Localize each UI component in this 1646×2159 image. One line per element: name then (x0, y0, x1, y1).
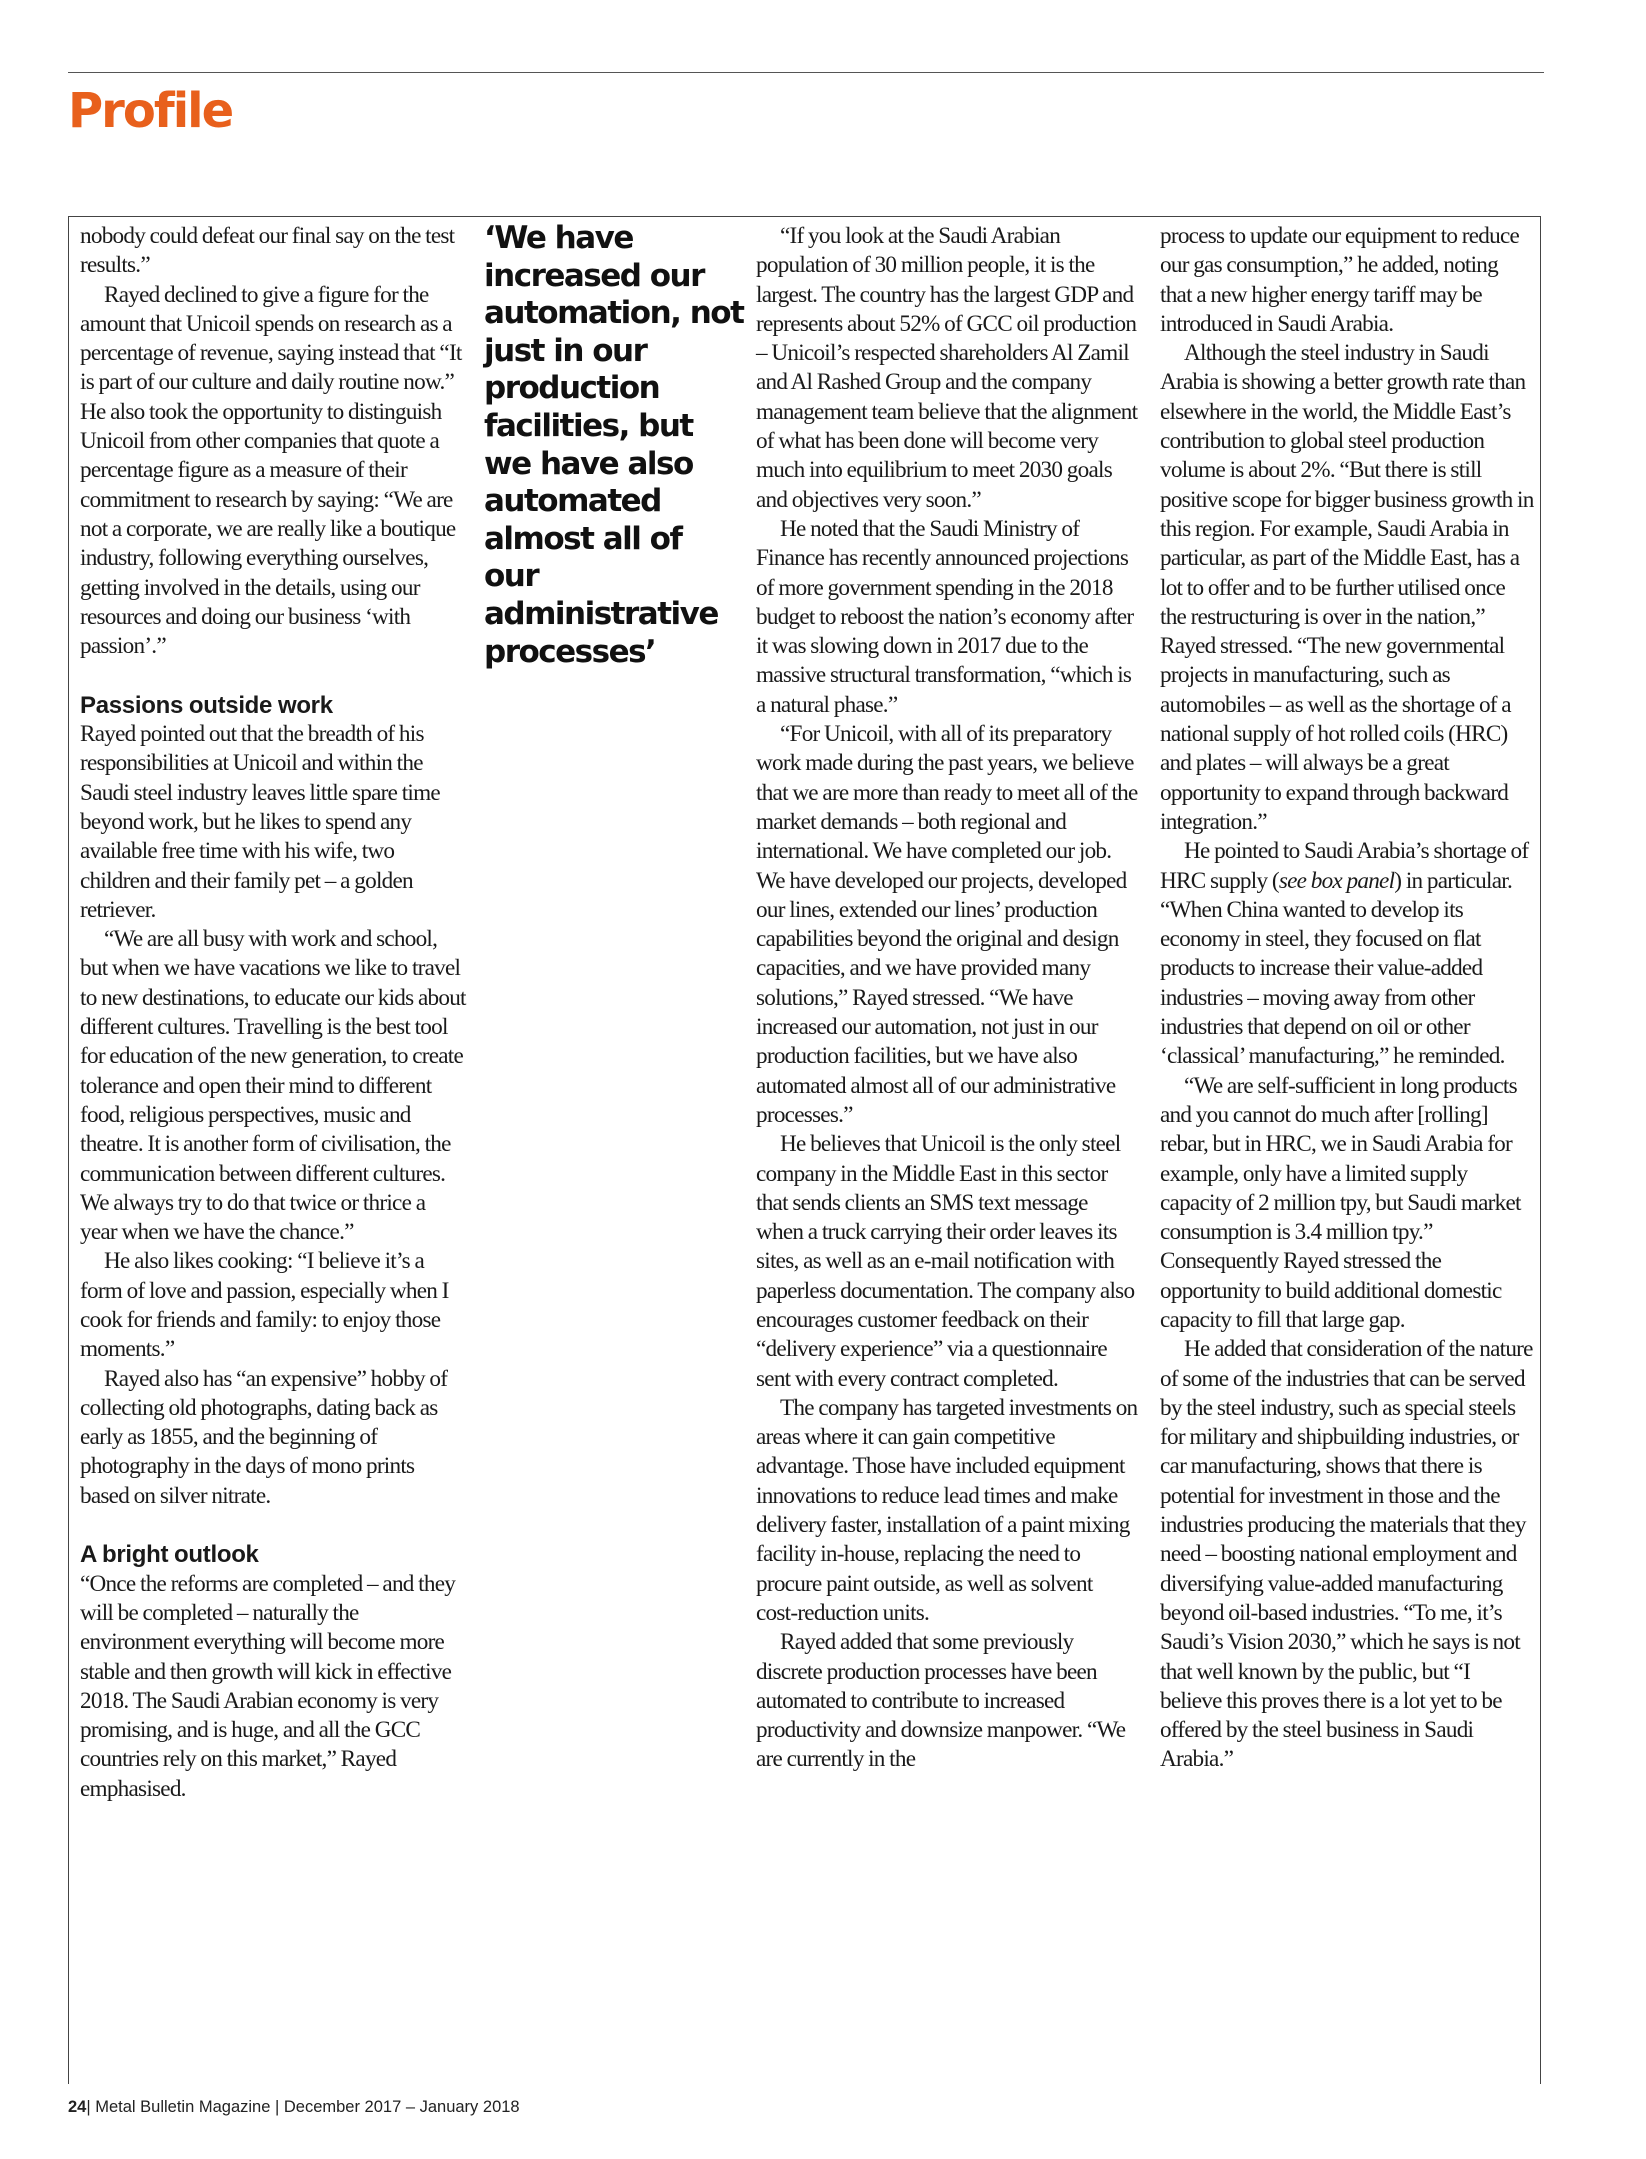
paragraph: He also likes cooking: “I believe it’s a form of love and passion, especially when I cook for friends and family: to enjoy those moments.” (80, 1248, 449, 1363)
paragraph: Although the steel industry in Saudi Arabia is showing a better growth rate than elsewhere in the world, the Middle East’s contribution to global steel production volume is about 2%. “But there is still positive scope for bigger business growth in this region. For example, Saudi Arabia in particular, as part of the Middle East, has a lot to offer and to be further utilised once the restructuring is over in the nation,” Rayed stressed. “The new governmental projects in manufacturing, such as automobiles – as well as the shortage of a national supply of hot rolled coils (HRC) and plates – will always be a great opportunity to expand through backward integration.” (1160, 340, 1534, 835)
section-title: Profile (68, 83, 233, 139)
page-number: 24 (68, 2098, 87, 2116)
subheading-outlook: A bright outlook (80, 1541, 259, 1569)
paragraph: Rayed declined to give a figure for the amount that Unicoil spends on research as a percentage of revenue, saying instead that “It is part of our culture and daily routine now.” He also took the opportunity to distinguish Unicoil from other companies that quote a percentage figure as a measure of their commitment to research by saying: “We are not a corporate, we are really like a boutique industry, following everything ourselves, getting involved in the details, using our resources and doing our business ‘with passion’.” (80, 281, 462, 660)
paragraph-text: He pointed to Saudi Arabia’s shortage of HRC supply ( (1160, 838, 1529, 894)
paragraph: He noted that the Saudi Ministry of Finance has recently announced projections of more government spending in the 2018 budget to reboost the nation’s economy after it was slowing down in 2017 due to the massive structural transformation, “which is a natural phase.” (756, 515, 1134, 718)
box-panel-reference: see box panel (1278, 867, 1395, 894)
pull-quote: ‘We have increased our automation, not just in our production facilities, but we have also automated almost all of our administrative processes’ (484, 220, 744, 670)
article-column-4 (1160, 222, 1534, 1775)
paragraph: The company has targeted investments on areas where it can gain competitive advantage. Those have included equipment innovations to reduce lead times and make delivery faster, installation of a paint mixing facility in-house, replacing the need to procure paint outside, as well as solvent cost-reduction units. (756, 1394, 1138, 1626)
paragraph: Rayed also has “an expensive” hobby of collecting old photographs, dating back as early as 1855, and the beginning of photography in the days of mono prints based on silver nitrate. (80, 1365, 448, 1509)
paragraph: “We are all busy with work and school, but when we have vacations we like to travel to new destinations, to educate our kids about different cultures. Travelling is the best tool for education of the new generation, to create tolerance and open their mind to different food, religious perspectives, music and theatre. It is another form of civilisation, the communication between different cultures. We always try to do that twice or thrice a year when we have the chance.” (80, 926, 466, 1246)
page-footer (68, 2098, 520, 2117)
paragraph: He believes that Unicoil is the only steel company in the Middle East in this sector that sends clients an SMS text message when a truck carrying their order leaves its sites, as well as an e-mail notification with paperless documentation. The company also encourages customer feedback on their “delivery experience” via a questionnaire sent with every contract completed. (756, 1131, 1135, 1392)
paragraph: Rayed pointed out that the breadth of his responsibilities at Unicoil and within the Saudi steel industry leaves little spare time beyond work, but he likes to spend any available free time with his wife, two children and their family pet – a golden retriever. (80, 721, 440, 923)
paragraph: “We are self-sufficient in long products and you cannot do much after [rolling] rebar, but in HRC, we in Saudi Arabia for example, only have a limited supply capacity of 2 million tpy, but Saudi market consumption is 3.4 million tpy.” Consequently Rayed stressed the opportunity to build additional domestic capacity to fill that large gap. (1160, 1072, 1521, 1333)
paragraph: “Once the reforms are completed – and they will be completed – naturally the environment everything will become more stable and then growth will kick in effective 2018. The Saudi Arabian economy is very promising, and is huge, and all the GCC countries rely on this market,” Rayed emphasised. (80, 1570, 456, 1802)
paragraph: He added that consideration of the nature of some of the industries that can be served by the steel industry, such as special steels for military and shipbuilding industries, or car manufacturing, shows that there is potential for investment in those and the industries producing the materials that they need – boosting national employment and diversifying value-added manufacturing beyond oil-based industries. “To me, it’s Saudi’s Vision 2030,” which he says is not that well known by the public, but “I believe this proves there is a lot yet to be offered by the steel business in Saudi Arabia.” (1160, 1336, 1533, 1773)
paragraph (1160, 837, 1534, 1071)
article-column-1 (80, 222, 466, 1804)
paragraph: Rayed added that some previously discrete production processes have been automated to contribute to increased productivity and downsize manpower. “We are currently in the (756, 1629, 1126, 1773)
paragraph: “For Unicoil, with all of its preparatory work made during the past years, we believe that we are more than ready to meet all of the market demands – both regional and international. We have completed our job. We have developed our projects, developed our lines, extended our lines’ production capabilities beyond the original and design capacities, and we have provided many solutions,” Rayed stressed. “We have increased our automation, not just in our production facilities, but we have also automated almost all of our administrative processes.” (756, 721, 1138, 1128)
subheading-passions: Passions outside work (80, 691, 333, 719)
footer-text: | Metal Bulletin Magazine | December 2017 – January 2018 (86, 2098, 520, 2116)
paragraph-text: ) in particular. “When China wanted to develop its economy in steel, they focused on flat products to increase their value-added industries – moving away from other industries that depend on oil or other ‘classical’ manufacturing,” he reminded. (1160, 867, 1512, 1070)
top-rule (68, 72, 1544, 73)
paragraph: process to update our equipment to reduce our gas consumption,” he added, noting that a new higher energy tariff may be introduced in Saudi Arabia. (1160, 223, 1520, 337)
paragraph: “If you look at the Saudi Arabian population of 30 million people, it is the largest. The country has the largest GDP and represents about 52% of GCC oil production – Unicoil’s respected shareholders Al Zamil and Al Rashed Group and the company management team believe that the alignment of what has been done will become very much into equilibrium to meet 2030 goals and objectives very soon.” (756, 223, 1138, 513)
paragraph: nobody could defeat our final say on the test results.” (80, 223, 455, 279)
article-column-3 (756, 222, 1138, 1775)
